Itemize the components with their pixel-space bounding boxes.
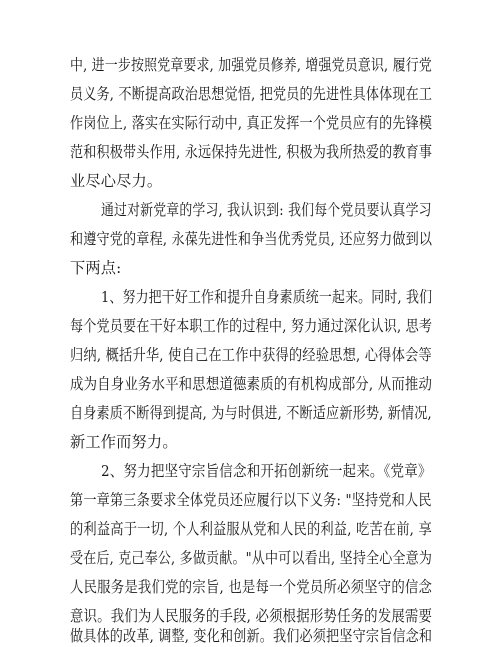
text-line: 意识。我们为人民服务的手段, 必须根据形势任务的发展需要 xyxy=(70,607,433,625)
text-line: 受在后, 克己奉公, 多做贡献。"从中可以看出, 坚持全心全意为 xyxy=(70,549,433,567)
text-line: 每个党员要在干好本职工作的过程中, 努力通过深化认识, 思考 xyxy=(70,317,433,335)
text-line: 第一章第三条要求全体党员还应履行以下义务: "坚持党和人民 xyxy=(70,491,432,509)
text-line: 通过对新党章的学习, 我认识到: 我们每个党员要认真学习 xyxy=(101,201,432,219)
text-line: 的利益高于一切, 个人利益服从党和人民的利益, 吃苦在前, 享 xyxy=(70,520,432,538)
text-line: 2、努力把坚守宗旨信念和开拓创新统一起来。《党章》 xyxy=(101,462,432,480)
text-line: 1、努力把干好工作和提升自身素质统一起来。同时, 我们 xyxy=(101,288,433,306)
text-line: 归纳, 概括升华, 使自己在工作中获得的经验思想, 心得体会等 xyxy=(70,346,432,364)
text-line: 成为自身业务水平和思想道德素质的有机构成部分, 从而推动 xyxy=(70,375,433,393)
text-line: 中, 进一步按照党章要求, 加强党员修养, 增强党员意识, 履行党 xyxy=(70,56,432,74)
text-line: 下两点: xyxy=(70,259,122,277)
text-line: 业尽心尽力。 xyxy=(70,172,163,190)
text-line: 自身素质不断得到提高, 为与时俱进, 不断适应新形势, 新情况, xyxy=(70,404,432,422)
text-line: 和遵守党的章程, 永葆先进性和争当优秀党员, 还应努力做到以 xyxy=(70,230,433,248)
text-line: 新工作而努力。 xyxy=(70,433,178,451)
text-line: 人民服务是我们党的宗旨, 也是每一个党员所必须坚守的信念 xyxy=(70,578,433,596)
text-line: 作岗位上, 落实在实际行动中, 真正发挥一个党员应有的先锋模 xyxy=(70,114,433,132)
text-line: 做具体的改革, 调整, 变化和创新。我们必须把坚守宗旨信念和 xyxy=(70,627,433,645)
text-line: 员义务, 不断提高政治思想觉悟, 把党员的先进性具体体现在工 xyxy=(70,85,433,103)
text-line: 范和积极带头作用, 永远保持先进性, 积极为我所热爱的教育事 xyxy=(70,143,433,161)
